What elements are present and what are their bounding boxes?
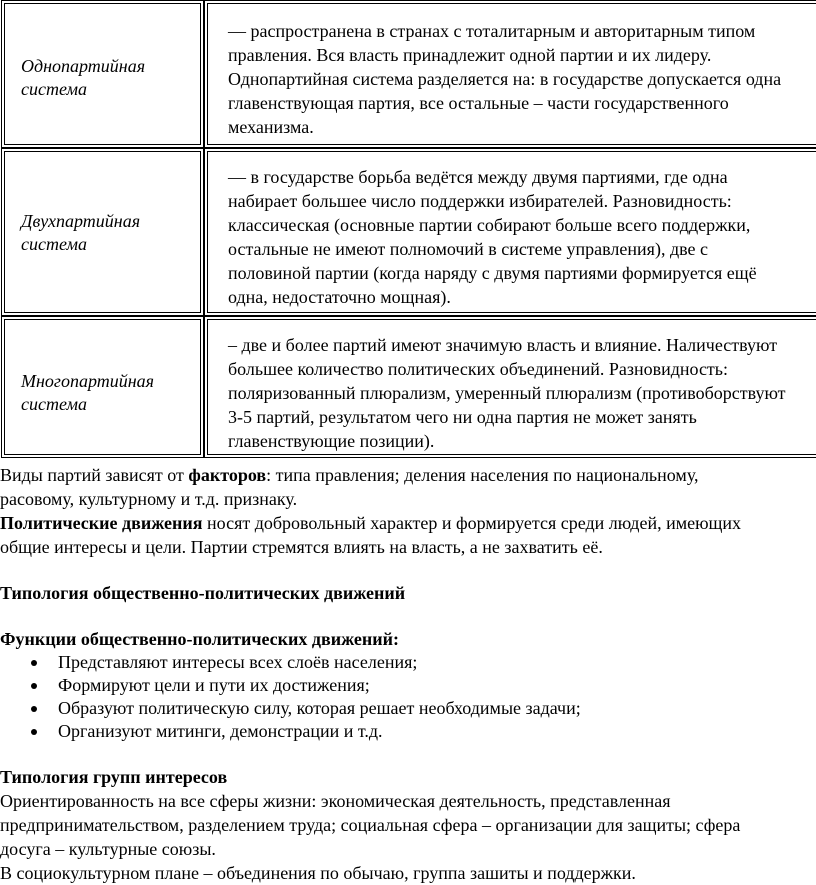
table-row (1, 0, 816, 148)
term-two-party: Двухпартийная система (21, 211, 141, 254)
list-item: Образуют политическую силу, которая решает необходимые задачи; (0, 697, 816, 720)
paragraph-interest-groups-4: В социокультурном плане – объединения по обычаю, группа зашиты и поддержки. (0, 863, 636, 883)
bullet-icon (31, 729, 37, 735)
term-one-party: Однопартийная система (21, 56, 146, 99)
table-cell-term (1, 316, 204, 458)
party-systems-table (1, 0, 816, 458)
description-two-party: — в государстве борьба ведётся между двумя партиями, где одна набирает большее число поддержки избирателей. Разновидность: классическая (основные партии собирают больше всего поддержки, остальные не имеют полномочий в системе управления), две с половиной партии (когда наряду с двумя партиями формируется ещё одна, недостаточно мощная). (228, 167, 757, 307)
document-body (0, 463, 816, 885)
list-item: Формируют цели и пути их достижения; (0, 674, 816, 697)
description-one-party: — распространена в странах с тоталитарным и авторитарным типом правления. Вся власть принадлежит одной партии и их лидеру. Однопартийная система разделяется на: в государстве допускается одна главенствующая партия, все остальные – части государственного механизма. (228, 21, 782, 137)
table-cell-description (204, 0, 816, 148)
paragraph-interest-groups-3: досуга – культурные союзы. (0, 839, 216, 859)
table-cell-description (204, 316, 816, 458)
functions-list (0, 651, 816, 743)
description-multi-party: – две и более партий имеют значимую власть и влияние. Наличествуют большее количество политических объединений. Разновидность: поляризованный плюрализм, умеренный плюрализм (противоборствуют 3-5 партий, результатом чего ни одна партия не может занять главенствующие позиции). (228, 335, 786, 451)
heading-interest-groups: Типология групп интересов (0, 767, 228, 787)
bullet-icon (31, 706, 37, 712)
heading-typology-movements: Типология общественно-политических движений (0, 583, 406, 603)
table-cell-description (204, 148, 816, 316)
list-item: Организуют митинги, демонстрации и т.д. (0, 720, 816, 743)
heading-functions: Функции общественно-политических движений: (0, 629, 400, 649)
bullet-icon (31, 683, 37, 689)
paragraph-interest-groups-2: предпринимательством, разделением труда; социальная сфера – организации для защиты; сфера (0, 815, 741, 835)
table-cell-term (1, 0, 204, 148)
table-cell-term (1, 148, 204, 316)
table-row (1, 316, 816, 458)
paragraph-political-movements: Политические движения носят добровольный характер и формируется среди людей, имеющих общие интересы и цели. Партии стремятся влиять на власть, а не захватить её. (0, 513, 742, 557)
list-item: Представляют интересы всех слоёв населения; (0, 651, 816, 674)
paragraph-party-factors: Виды партий зависят от факторов: типа правления; деления населения по национальному, расовому, культурному и т.д. признаку. (0, 465, 699, 509)
table-row (1, 148, 816, 316)
bullet-icon (31, 660, 37, 666)
term-multi-party: Многопартийная система (21, 371, 155, 414)
paragraph-interest-groups-1: Ориентированность на все сферы жизни: экономическая деятельность, представленная (0, 791, 671, 811)
